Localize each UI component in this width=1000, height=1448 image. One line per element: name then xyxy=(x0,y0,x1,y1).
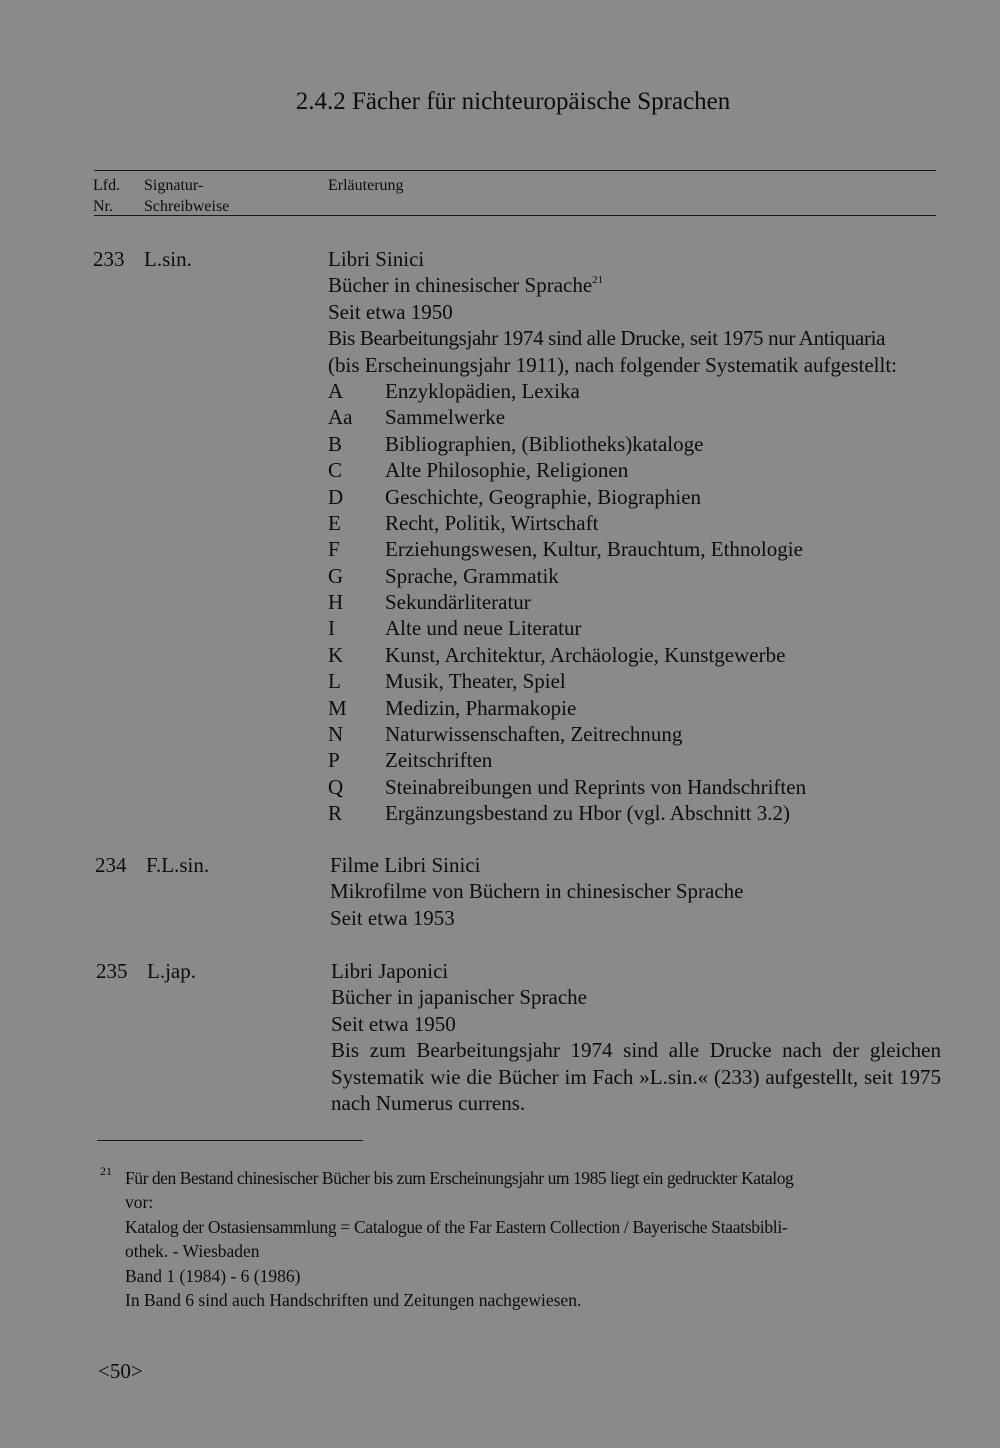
header-col-signature-line1: Signatur- xyxy=(144,177,204,194)
systematik-label: Geschichte, Geographie, Biographien xyxy=(385,484,702,509)
header-col-signature xyxy=(144,175,229,217)
entry-description xyxy=(331,958,941,1116)
systematik-item xyxy=(328,510,938,536)
entry-title: Libri Sinici xyxy=(328,247,425,271)
entry-number: 233 xyxy=(93,247,125,271)
systematik-code: K xyxy=(328,642,344,667)
entry-subtitle: Mikrofilme von Büchern in chinesischer Sprache xyxy=(330,879,744,904)
systematik-item xyxy=(328,668,938,694)
systematik-item xyxy=(328,431,938,457)
systematik-label: Sprache, Grammatik xyxy=(385,563,559,588)
systematik-item xyxy=(328,615,938,641)
systematik-code: C xyxy=(328,458,343,483)
systematik-label: Zeitschriften xyxy=(385,748,493,773)
systematik-item xyxy=(328,695,938,721)
header-top-rule xyxy=(94,170,936,171)
footnote-line: Band 1 (1984) - 6 (1986) xyxy=(125,1265,301,1286)
systematik-item xyxy=(328,642,938,668)
systematik-code: M xyxy=(328,695,347,720)
entry-description xyxy=(330,852,743,931)
systematik-item xyxy=(328,457,938,483)
entry-since: Seit etwa 1953 xyxy=(330,905,455,930)
entry-note-line: Bis Bearbeitungsjahr 1974 sind alle Drucke, seit 1975 nur Antiquaria xyxy=(328,326,886,351)
systematik-label: Sammelwerke xyxy=(385,405,506,430)
systematik-item xyxy=(328,563,938,589)
systematik-item xyxy=(328,774,938,800)
systematik-label: Steinabreibungen und Reprints von Handschriften xyxy=(385,774,807,799)
systematik-code: Aa xyxy=(328,405,353,430)
entry-subtitle-text: Bücher in chinesischer Sprache xyxy=(328,273,593,298)
systematik-item xyxy=(328,589,938,615)
systematik-code: B xyxy=(328,431,343,456)
entry-signature: L.sin. xyxy=(144,247,192,271)
page-number: <50> xyxy=(98,1359,143,1383)
systematik-code: N xyxy=(328,722,344,747)
systematik-code: E xyxy=(328,510,341,535)
systematik-code: F xyxy=(328,537,340,562)
systematik-label: Musik, Theater, Spiel xyxy=(385,669,566,694)
systematik-item xyxy=(328,721,938,747)
footnote-marker: 21 xyxy=(100,1164,112,1178)
footnote-line: vor: xyxy=(125,1192,154,1213)
systematik-code: R xyxy=(328,801,343,826)
entry-note-line: (bis Erscheinungsjahr 1911), nach folgender Systematik aufgestellt: xyxy=(328,352,897,377)
header-col-number-line1: Lfd. xyxy=(93,177,121,194)
systematik-code: D xyxy=(328,484,344,509)
systematik-item xyxy=(328,404,938,430)
entry-note: Bis zum Bearbeitungsjahr 1974 sind alle Drucke nach der gleichen Systematik wie die Bücher im Fach »L.sin.« (233) aufgestellt, seit 1975 nach Numerus currens. xyxy=(331,1038,941,1115)
footnote-ref: 21 xyxy=(592,274,604,287)
systematik-code: G xyxy=(328,563,344,588)
entry-title: Libri Japonici xyxy=(331,959,449,983)
entry-description xyxy=(328,246,938,827)
systematik-label: Alte Philosophie, Religionen xyxy=(385,458,629,483)
systematik-item xyxy=(328,484,938,510)
entry-number: 234 xyxy=(95,853,127,877)
systematik-list xyxy=(328,378,938,827)
entry-number: 235 xyxy=(96,959,128,983)
entry-signature: F.L.sin. xyxy=(146,853,210,877)
header-col-explanation: Erläuterung xyxy=(328,177,404,194)
systematik-label: Naturwissenschaften, Zeitrechnung xyxy=(385,722,683,747)
footnote-line: Katalog der Ostasiensammlung = Catalogue of the Far Eastern Collection / Bayerische Staatsbibli- xyxy=(125,1216,788,1237)
systematik-label: Alte und neue Literatur xyxy=(385,616,582,641)
entry-title: Filme Libri Sinici xyxy=(330,853,481,877)
systematik-label: Bibliographien, (Bibliotheks)kataloge xyxy=(385,431,704,456)
entry-subtitle: Bücher in japanischer Sprache xyxy=(331,985,587,1010)
systematik-label: Ergänzungsbestand zu Hbor (vgl. Abschnitt 3.2) xyxy=(385,801,790,826)
systematik-code: H xyxy=(328,590,344,615)
entry-since: Seit etwa 1950 xyxy=(331,1011,456,1036)
header-col-signature-line2: Schreibweise xyxy=(144,198,230,215)
footnote-line: In Band 6 sind auch Handschriften und Zeitungen nachgewiesen. xyxy=(125,1290,582,1311)
systematik-code: L xyxy=(328,669,341,694)
systematik-label: Erziehungswesen, Kultur, Brauchtum, Ethnologie xyxy=(385,537,803,562)
systematik-code: P xyxy=(328,748,340,773)
footnote-line: othek. - Wiesbaden xyxy=(125,1241,260,1262)
systematik-label: Medizin, Pharmakopie xyxy=(385,695,577,720)
systematik-item xyxy=(328,747,938,773)
systematik-item xyxy=(328,800,938,826)
entry-signature: L.jap. xyxy=(147,959,196,983)
entry-since: Seit etwa 1950 xyxy=(328,299,453,324)
header-col-number xyxy=(93,175,120,217)
header-col-number-line2: Nr. xyxy=(93,198,113,215)
systematik-code: Q xyxy=(328,774,344,799)
systematik-item xyxy=(328,536,938,562)
systematik-code: A xyxy=(328,378,344,403)
systematik-label: Recht, Politik, Wirtschaft xyxy=(385,510,599,535)
footnote-line: Für den Bestand chinesischer Bücher bis zum Erscheinungsjahr um 1985 liegt ein gedruckter Katalog xyxy=(125,1168,794,1188)
footnote-text xyxy=(125,1166,793,1312)
systematik-label: Enzyklopädien, Lexika xyxy=(385,378,580,403)
systematik-code: I xyxy=(328,616,335,641)
systematik-label: Kunst, Architektur, Archäologie, Kunstgewerbe xyxy=(385,642,786,667)
section-title: 2.4.2 Fächer für nichteuropäische Sprachen xyxy=(295,88,731,115)
systematik-item xyxy=(328,378,938,404)
entry-subtitle xyxy=(328,272,938,298)
systematik-label: Sekundärliteratur xyxy=(385,590,531,615)
footnote-separator xyxy=(97,1140,363,1141)
